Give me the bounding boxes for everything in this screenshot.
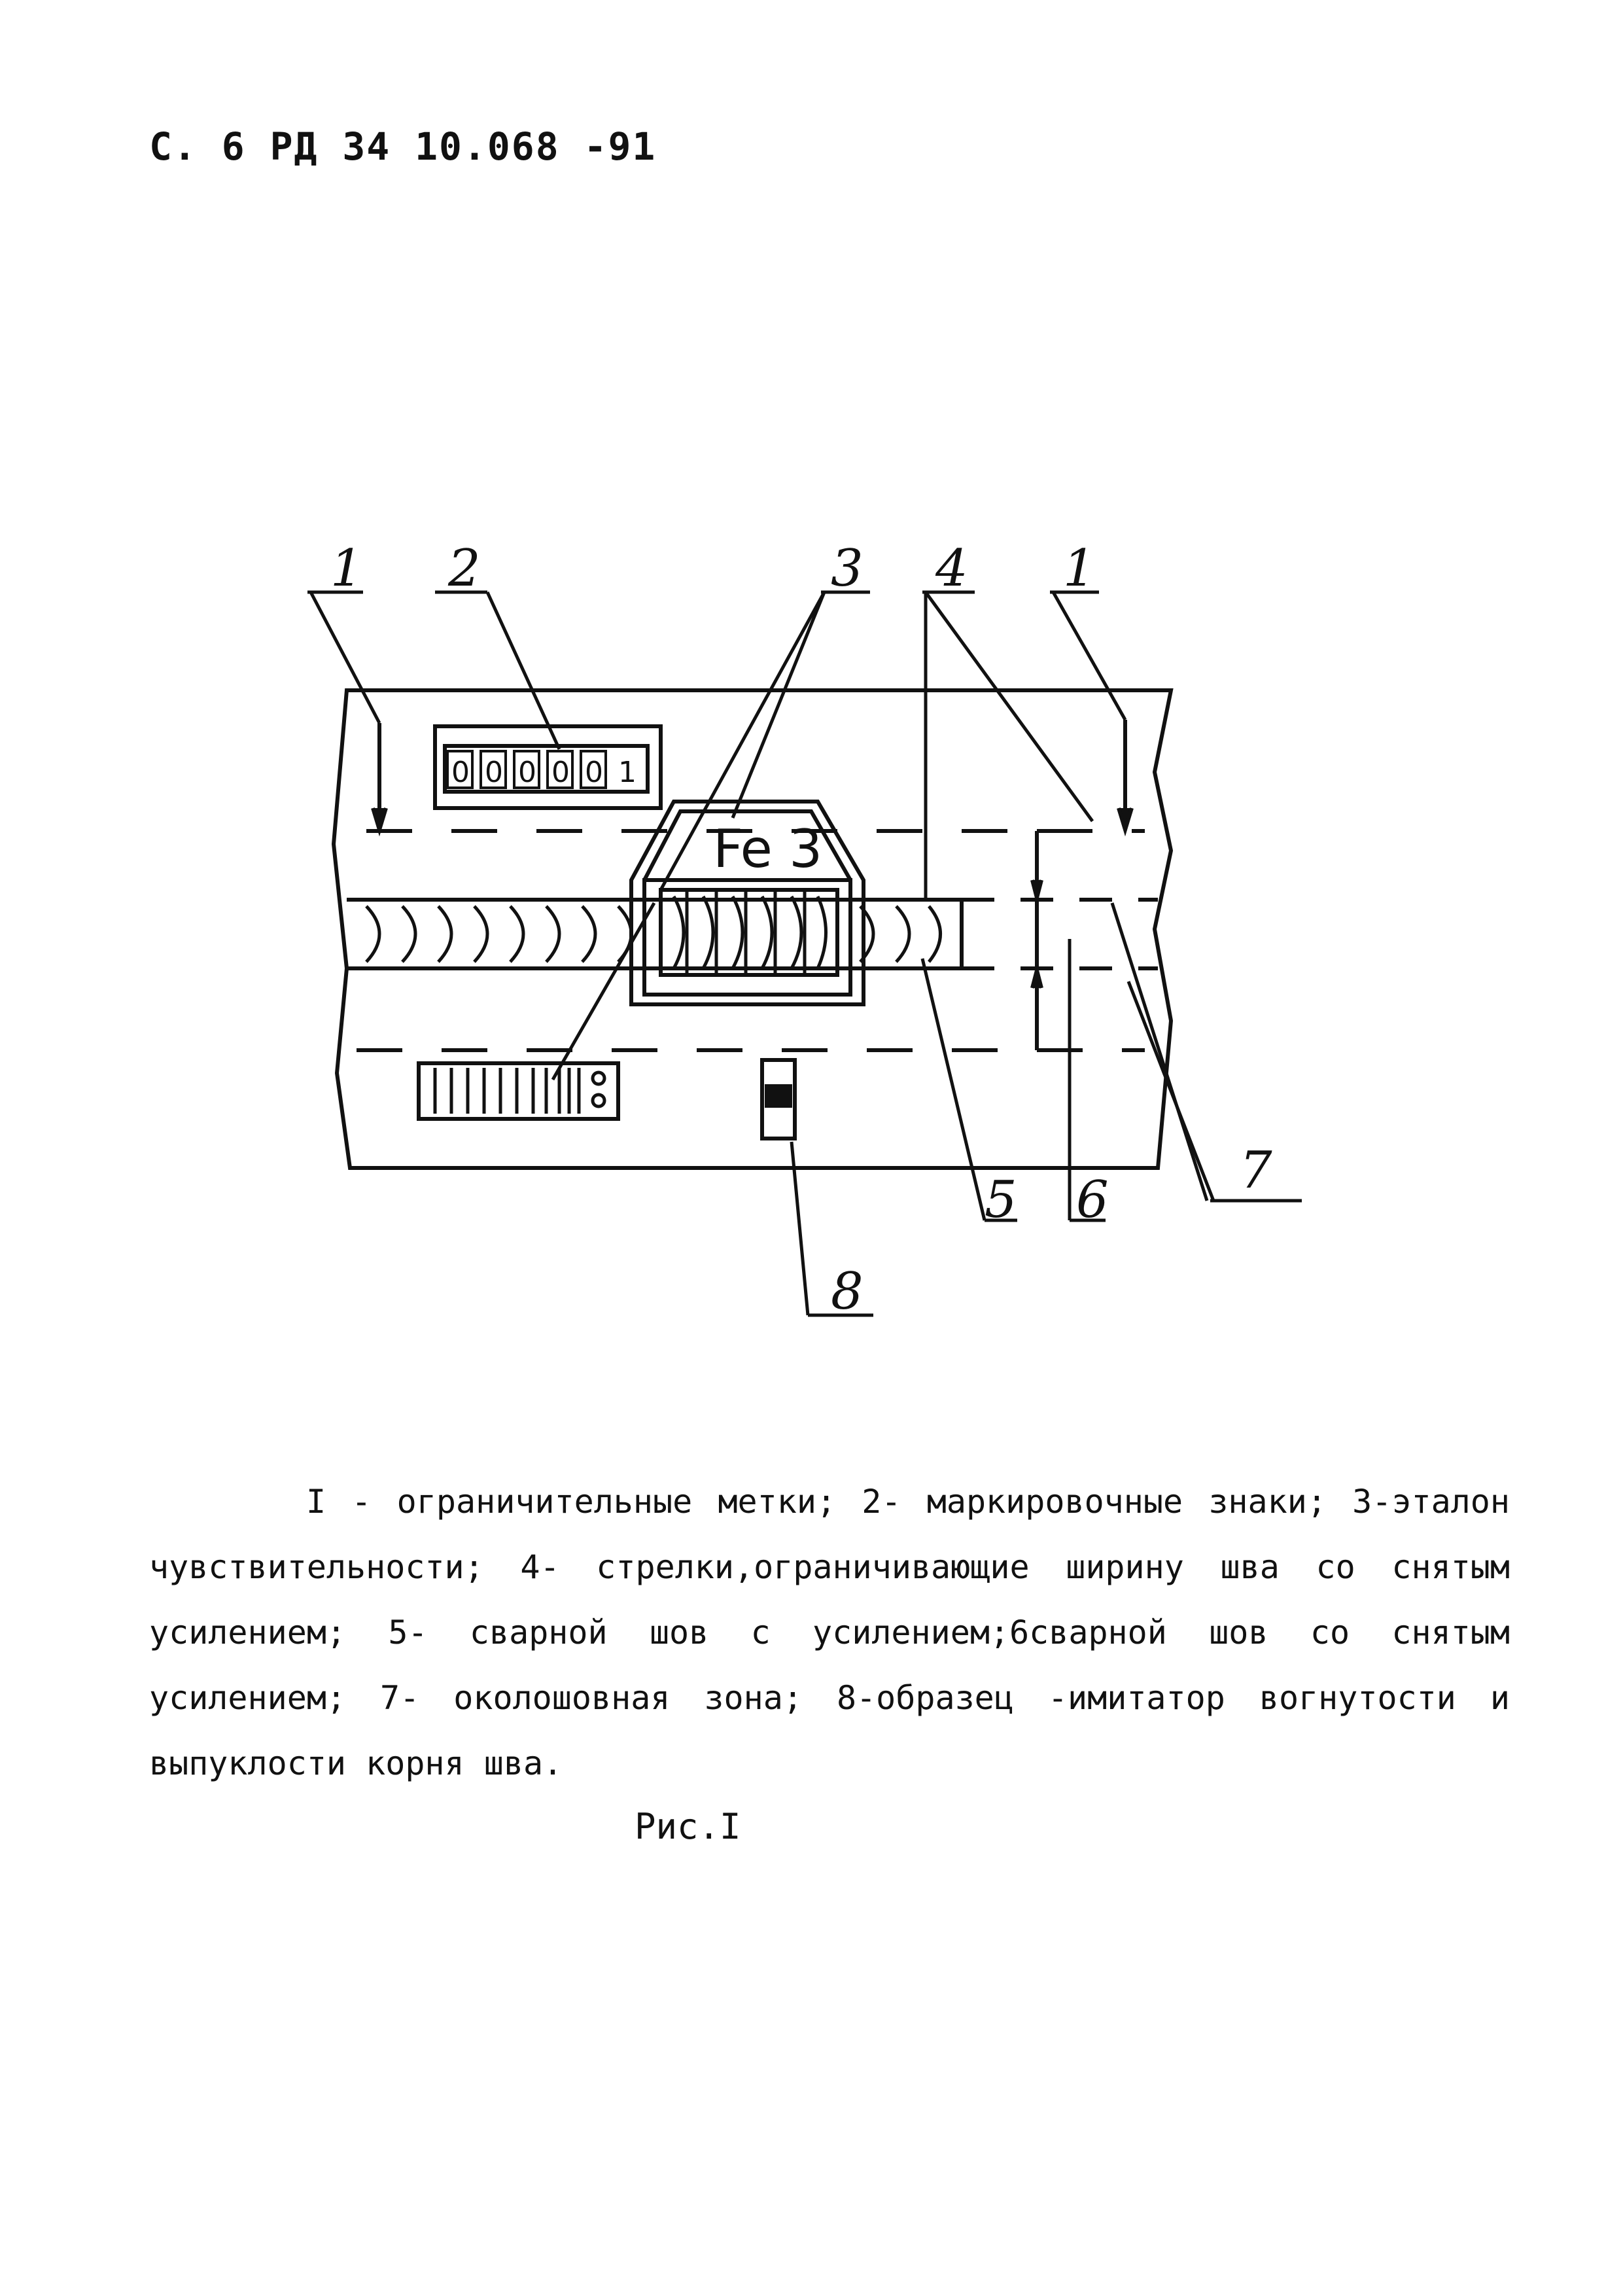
weld-bead-outline	[347, 900, 962, 968]
callout-3: 3	[831, 539, 864, 598]
caption-text: I - ограничительные метки; 2- маркировочные знаки; 3-эталон чувствительности; 4- стрелки,ограничивающие ширину шва со снятым усилением; 5- сварной шов с усилением;6сварной шов со снятым усилением; 7- околошовная зона; 8-образец -имитатор вогнутости и выпуклости корня шва.	[149, 1483, 1510, 1782]
callout-1-left: 1	[330, 539, 363, 598]
marking-digit: 0	[518, 756, 536, 789]
page-header: С. 6 РД 34 10.068 -91	[149, 124, 657, 169]
standard-label: Fe 3	[713, 819, 823, 879]
figure-caption	[149, 1469, 1510, 1796]
marking-digit: 0	[485, 756, 503, 789]
callout-7: 7	[1240, 1141, 1272, 1200]
callout-6: 6	[1076, 1171, 1109, 1229]
weld-ripple-marks	[366, 906, 941, 962]
marking-digit: 1	[618, 756, 637, 789]
callout-5: 5	[985, 1171, 1017, 1229]
marking-digit: 0	[551, 756, 570, 789]
figure-title: Рис.I	[635, 1806, 741, 1847]
marking-digit: 0	[451, 756, 470, 789]
marking-digit: 0	[585, 756, 603, 789]
callout-4: 4	[935, 539, 968, 598]
callout-2: 2	[448, 539, 481, 598]
callout-8: 8	[831, 1262, 864, 1321]
callout-1-right: 1	[1063, 539, 1096, 598]
